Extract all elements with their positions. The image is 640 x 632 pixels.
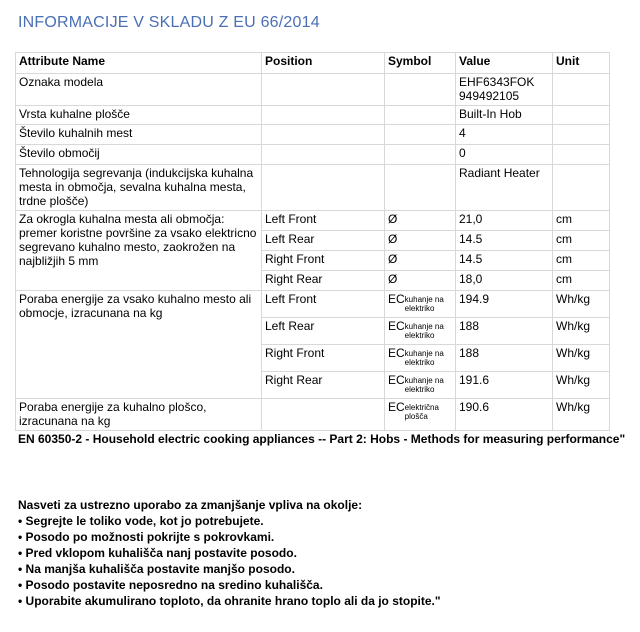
symbol-subscript: električna plošča (404, 403, 439, 421)
position-cell: Right Front (262, 251, 385, 271)
list-item: • Pred vklopom kuhališča nanj postavite posodo. (18, 546, 297, 560)
unit-cell: Wh/kg (553, 399, 610, 431)
position-cell: Right Rear (262, 372, 385, 399)
header-symbol: Symbol (385, 53, 456, 74)
table-row-areas (16, 145, 610, 165)
header-unit: Unit (553, 53, 610, 74)
standard-reference: EN 60350-2 - Household electric cooking appliances -- Part 2: Hobs - Methods for measuring performance" (18, 432, 626, 446)
symbol-ec: EC (388, 400, 405, 414)
value-cell: 194.9 (456, 291, 553, 318)
symbol-cell (385, 291, 456, 318)
header-value: Value (456, 53, 553, 74)
model-code: EHF6343FOK (459, 75, 535, 89)
position-cell (262, 399, 385, 431)
value-cell: 14.5 (456, 231, 553, 251)
symbol-cell: Ø (385, 251, 456, 271)
symbol-cell (385, 372, 456, 399)
header-attribute-name: Attribute Name (16, 53, 262, 74)
symbol-cell (385, 74, 456, 106)
symbol-subscript: kuhanje na elektriko (404, 349, 444, 367)
value-cell: 14.5 (456, 251, 553, 271)
position-cell: Left Rear (262, 318, 385, 345)
table-row-zones (16, 125, 610, 145)
table-row (16, 291, 610, 318)
table-header-row (16, 53, 610, 74)
spec-table (15, 52, 610, 431)
page-title: INFORMACIJE V SKLADU Z EU 66/2014 (18, 14, 320, 31)
header-position: Position (262, 53, 385, 74)
value-cell: 21,0 (456, 211, 553, 231)
unit-cell: cm (553, 271, 610, 291)
table-row-model (16, 74, 610, 106)
table-row-energy-hob (16, 399, 610, 431)
unit-cell: Wh/kg (553, 345, 610, 372)
symbol-cell (385, 345, 456, 372)
product-number: 949492105 (459, 89, 520, 103)
environment-advice (18, 497, 441, 609)
unit-cell: cm (553, 231, 610, 251)
attr-cell: Za okrogla kuhalna mesta ali območja: premer koristne površine za vsako elektricno segrevano kuhalno mesto, zaokrožen na najbližjih 5 mm (16, 211, 262, 291)
value-cell: 188 (456, 345, 553, 372)
attr-cell: Tehnologija segrevanja (indukcijska kuhalna mesta in območja, sevalna kuhalna mesta, trdne plošče) (16, 165, 262, 211)
table-row-technology (16, 165, 610, 211)
position-cell (262, 74, 385, 106)
table-row-type (16, 106, 610, 125)
position-cell: Right Rear (262, 271, 385, 291)
list-item: • Segrejte le toliko vode, kot jo potrebujete. (18, 514, 264, 528)
unit-cell (553, 74, 610, 106)
attr-cell: Poraba energije za vsako kuhalno mesto ali obmocje, izracunana na kg (16, 291, 262, 399)
symbol-cell (385, 399, 456, 431)
list-item: • Posodo po možnosti pokrijte s pokrovkami. (18, 530, 275, 544)
list-item: • Posodo postavite neposredno na sredino kuhališča. (18, 578, 323, 592)
symbol-ec: EC (388, 373, 405, 387)
symbol-ec: EC (388, 292, 405, 306)
attr-cell: Število območij (16, 145, 262, 165)
value-cell: 191.6 (456, 372, 553, 399)
position-cell: Right Front (262, 345, 385, 372)
symbol-cell: Ø (385, 271, 456, 291)
attr-cell: Število kuhalnih mest (16, 125, 262, 145)
value-cell: Radiant Heater (456, 165, 553, 211)
value-cell: 18,0 (456, 271, 553, 291)
unit-cell: cm (553, 211, 610, 231)
symbol-ec: EC (388, 319, 405, 333)
attr-cell: Poraba energije za kuhalno plošco, izracunana na kg (16, 399, 262, 431)
list-item: • Uporabite akumulirano toploto, da ohranite hrano toplo ali da jo stopite." (18, 594, 441, 608)
symbol-subscript: kuhanje na elektriko (404, 322, 444, 340)
advice-heading: Nasveti za ustrezno uporabo za zmanjšanje vpliva na okolje: (18, 498, 363, 512)
symbol-cell: Ø (385, 231, 456, 251)
value-cell: Built-In Hob (456, 106, 553, 125)
unit-cell: Wh/kg (553, 291, 610, 318)
table-row (16, 211, 610, 231)
value-cell (456, 74, 553, 106)
position-cell: Left Front (262, 291, 385, 318)
list-item: • Na manjša kuhališča postavite manjšo posodo. (18, 562, 295, 576)
value-cell: 188 (456, 318, 553, 345)
value-cell: 4 (456, 125, 553, 145)
unit-cell: Wh/kg (553, 318, 610, 345)
unit-cell: Wh/kg (553, 372, 610, 399)
attr-cell: Vrsta kuhalne plošče (16, 106, 262, 125)
symbol-subscript: kuhanje na elektriko (404, 295, 444, 313)
position-cell: Left Front (262, 211, 385, 231)
position-cell: Left Rear (262, 231, 385, 251)
symbol-subscript: kuhanje na elektriko (404, 376, 444, 394)
value-cell: 0 (456, 145, 553, 165)
symbol-cell (385, 318, 456, 345)
unit-cell: cm (553, 251, 610, 271)
symbol-ec: EC (388, 346, 405, 360)
attr-cell: Oznaka modela (16, 74, 262, 106)
value-cell: 190.6 (456, 399, 553, 431)
symbol-cell: Ø (385, 211, 456, 231)
